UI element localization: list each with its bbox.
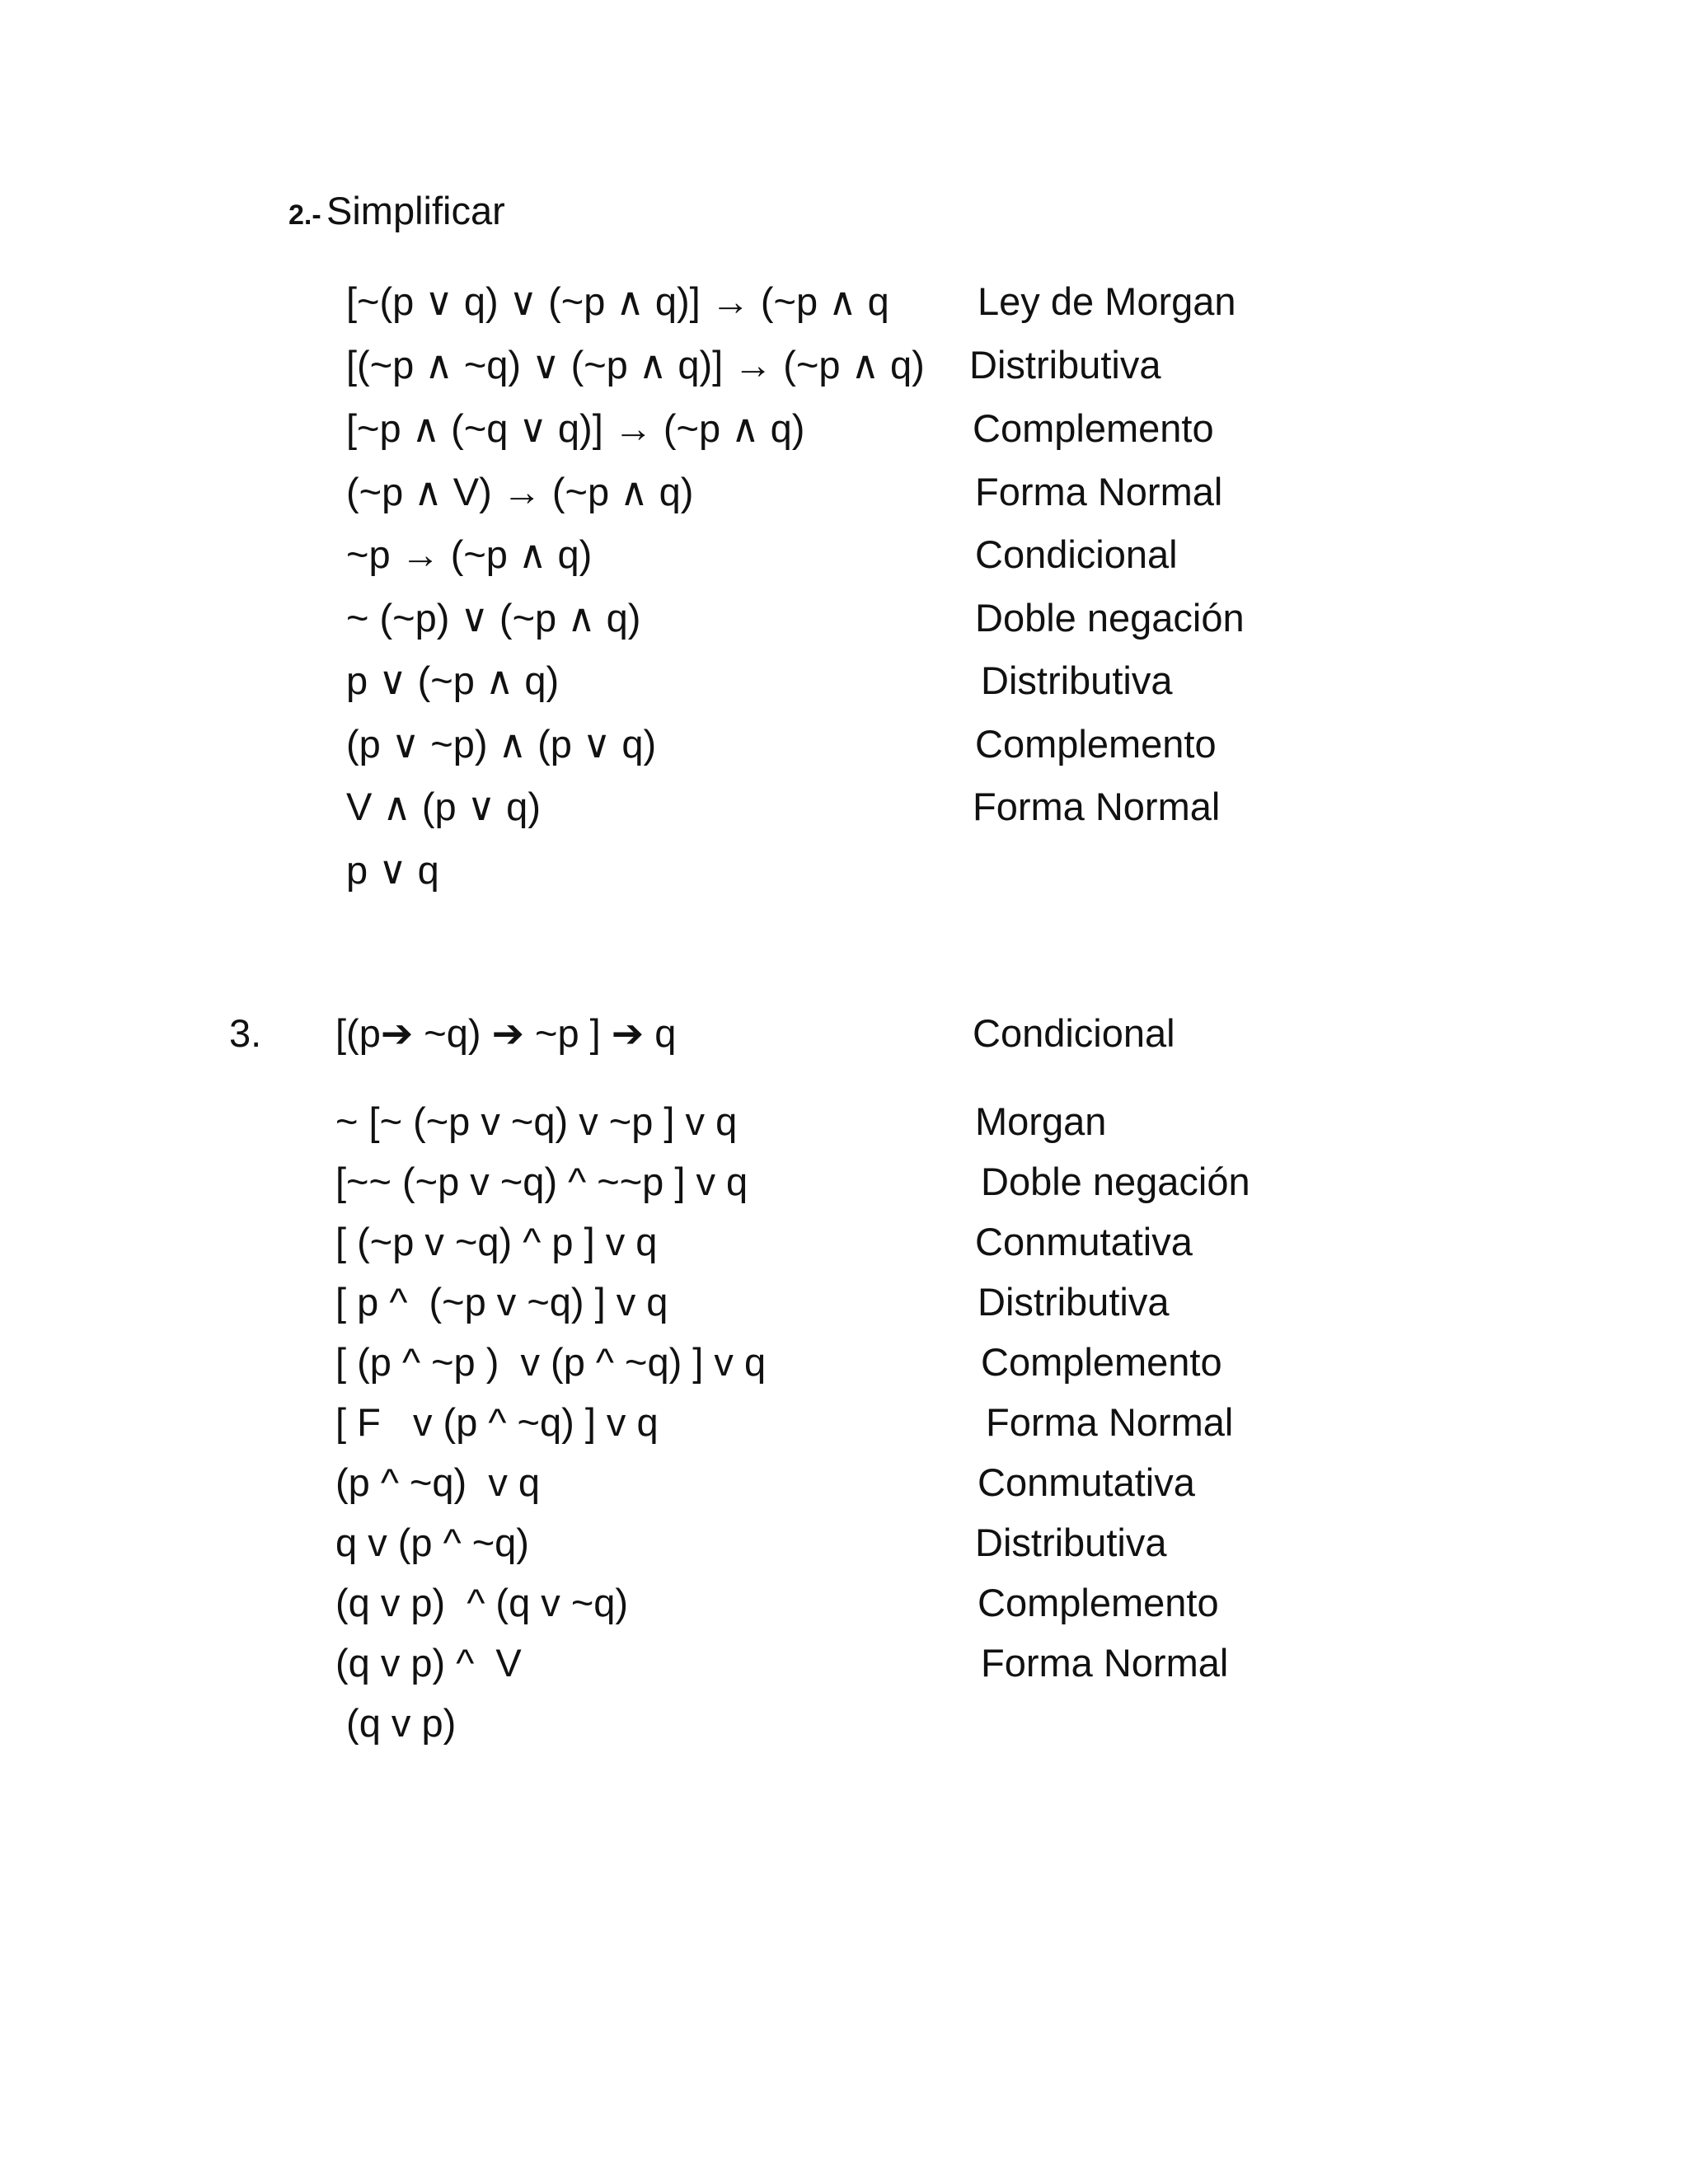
- section-2-expr-7: p ∨ (~p ∧ q): [346, 658, 560, 702]
- section-2-expr-10: p ∨ q: [346, 848, 439, 892]
- section-3-first-law: Condicional: [973, 1011, 1175, 1055]
- section-3-expr-4: [ p ^ (~p v ~q) ] v q: [335, 1280, 668, 1324]
- section-2-expr-1: [~(p ∨ q) ∨ (~p ∧ q)] → (~p ∧ q: [346, 279, 889, 323]
- section-2-expr-6: ~ (~p) ∨ (~p ∧ q): [346, 596, 641, 640]
- section-2-law-8: Complemento: [975, 722, 1217, 766]
- section-3-expr-8: q v (p ^ ~q): [335, 1521, 529, 1564]
- section-3-law-2: Doble negación: [981, 1160, 1250, 1203]
- section-2-expr-5: ~p → (~p ∧ q): [346, 532, 593, 576]
- section-3-law-9: Complemento: [978, 1581, 1219, 1624]
- section-3-first-expr: [(p➔ ~q) ➔ ~p ] ➔ q: [335, 1011, 677, 1055]
- section-2-law-4: Forma Normal: [975, 470, 1223, 513]
- section-3-law-1: Morgan: [975, 1099, 1107, 1143]
- section-2-law-7: Distributiva: [981, 658, 1173, 702]
- section-2-expr-4: (~p ∧ V) → (~p ∧ q): [346, 470, 694, 513]
- section-2-expr-2: [(~p ∧ ~q) ∨ (~p ∧ q)] → (~p ∧ q): [346, 343, 925, 387]
- section-3-law-3: Conmutativa: [975, 1220, 1193, 1263]
- section-3-expr-10: (q v p) ^ V: [335, 1641, 522, 1685]
- section-3-law-10: Forma Normal: [981, 1641, 1229, 1685]
- section-3-law-8: Distributiva: [975, 1521, 1167, 1564]
- section-3-expr-7: (p ^ ~q) v q: [335, 1460, 541, 1504]
- section-3-number: 3.: [229, 1011, 262, 1055]
- section-2-number: 2.-: [288, 199, 321, 231]
- section-3-law-5: Complemento: [981, 1340, 1222, 1384]
- section-3-expr-11: (q v p): [335, 1701, 457, 1745]
- section-2-law-9: Forma Normal: [973, 785, 1221, 828]
- section-3-expr-5: [ (p ^ ~p ) v (p ^ ~q) ] v q: [335, 1340, 767, 1384]
- section-3-expr-6: [ F v (p ^ ~q) ] v q: [335, 1400, 659, 1444]
- section-2-expr-9: V ∧ (p ∨ q): [346, 785, 541, 828]
- section-2-expr-8: (p ∨ ~p) ∧ (p ∨ q): [346, 722, 657, 766]
- section-2-expr-3: [~p ∧ (~q ∨ q)] → (~p ∧ q): [346, 406, 805, 450]
- section-3-law-7: Conmutativa: [978, 1460, 1195, 1504]
- section-3-expr-2: [~~ (~p v ~q) ^ ~~p ] v q: [335, 1160, 748, 1203]
- section-2-law-3: Complemento: [973, 406, 1214, 450]
- section-3-expr-9: (q v p) ^ (q v ~q): [335, 1581, 629, 1624]
- section-2-law-6: Doble negación: [975, 596, 1245, 640]
- section-2-law-5: Condicional: [975, 532, 1178, 576]
- section-3-law-4: Distributiva: [978, 1280, 1170, 1324]
- section-3-expr-1: ~ [~ (~p v ~q) v ~p ] v q: [335, 1099, 738, 1143]
- section-2-title: Simplificar: [326, 189, 505, 232]
- section-3-expr-3: [ (~p v ~q) ^ p ] v q: [335, 1220, 658, 1263]
- section-3-law-6: Forma Normal: [986, 1400, 1234, 1444]
- section-2-law-2: Distributiva: [969, 343, 1161, 387]
- section-2-law-1: Ley de Morgan: [978, 279, 1236, 323]
